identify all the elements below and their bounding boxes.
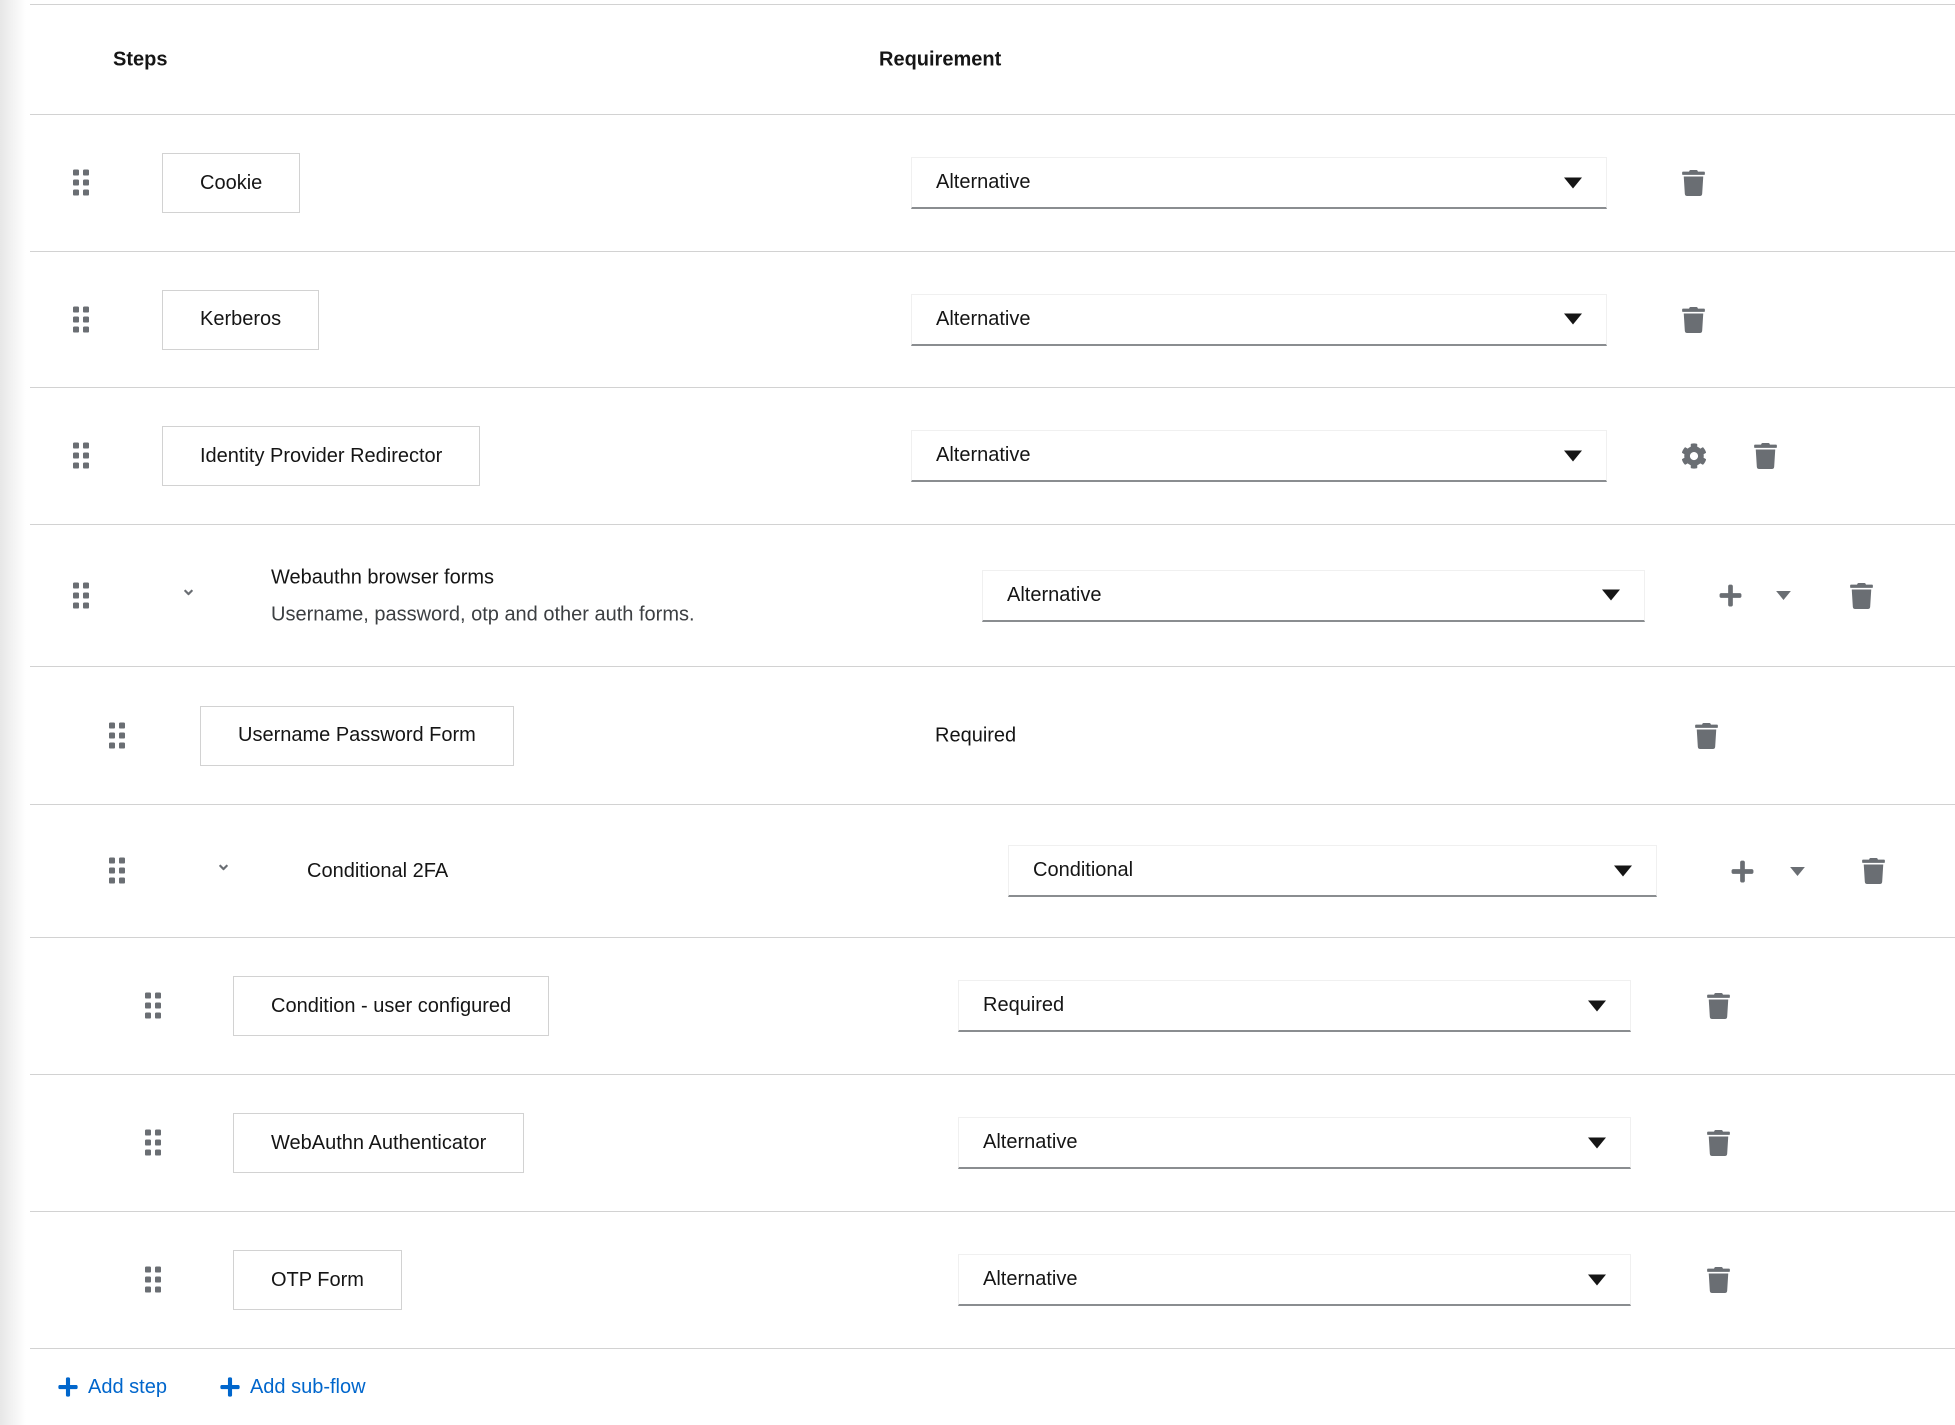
table-header: [30, 5, 1955, 115]
requirement-value: Alternative: [983, 1268, 1078, 1290]
table-footer: [30, 1349, 1955, 1425]
subflow-info: [271, 563, 695, 628]
plus-icon: [1718, 583, 1743, 608]
grip-vertical-icon: [145, 1130, 162, 1157]
subflow-title: Webauthn browser forms: [271, 566, 495, 588]
collapse-subflow-toggle[interactable]: [213, 864, 234, 878]
delete-button[interactable]: [1844, 579, 1878, 613]
trash-icon: [1682, 307, 1705, 333]
column-header-steps: Steps: [113, 48, 168, 70]
row-otp-form: [30, 1212, 1955, 1349]
step-button[interactable]: Identity Provider Redirector: [162, 426, 480, 486]
subflow-description: Username, password, otp and other auth forms.: [271, 603, 695, 625]
trash-icon: [1754, 443, 1777, 469]
requirement-text: Required: [935, 724, 1017, 746]
requirement-select[interactable]: [958, 1117, 1631, 1169]
caret-down-icon: [1614, 865, 1632, 876]
drag-handle[interactable]: [71, 580, 92, 611]
drag-handle[interactable]: [143, 1265, 164, 1296]
add-options-toggle[interactable]: [1780, 854, 1814, 888]
flow-table: [30, 4, 1955, 1425]
drag-handle[interactable]: [143, 1128, 164, 1159]
requirement-value: Conditional: [1033, 859, 1134, 881]
row-kerberos: [30, 252, 1955, 388]
requirement-value: Alternative: [1007, 583, 1102, 606]
grip-vertical-icon: [145, 993, 162, 1020]
trash-icon: [1695, 723, 1718, 749]
subflow-title: Conditional 2FA: [307, 860, 449, 882]
delete-button[interactable]: [1748, 439, 1782, 473]
requirement-select[interactable]: [911, 430, 1607, 482]
delete-button[interactable]: [1701, 989, 1735, 1023]
add-subflow-label: Add sub-flow: [249, 1375, 366, 1398]
requirement-value: Alternative: [936, 171, 1031, 193]
collapse-subflow-toggle[interactable]: [178, 589, 199, 603]
delete-button[interactable]: [1676, 303, 1710, 337]
delete-button[interactable]: [1689, 719, 1723, 753]
row-webauthn-browser-forms: [30, 525, 1955, 667]
caret-down-icon: [1776, 591, 1791, 600]
row-username-password-form: [30, 667, 1955, 805]
trash-icon: [1682, 170, 1705, 196]
caret-down-icon: [1602, 590, 1620, 601]
delete-button[interactable]: [1701, 1126, 1735, 1160]
requirement-select[interactable]: [911, 294, 1607, 346]
requirement-value: Alternative: [983, 1131, 1078, 1153]
add-button[interactable]: [1725, 854, 1759, 888]
trash-icon: [1707, 1267, 1730, 1293]
requirement-value: Alternative: [936, 444, 1031, 466]
trash-icon: [1707, 993, 1730, 1019]
add-step-label: Add step: [88, 1375, 167, 1398]
add-step-link[interactable]: [57, 1376, 167, 1399]
step-button[interactable]: Condition - user configured: [233, 976, 549, 1036]
grip-vertical-icon: [109, 722, 126, 749]
trash-icon: [1707, 1130, 1730, 1156]
requirement-value: Required: [983, 994, 1065, 1016]
step-button[interactable]: Kerberos: [162, 290, 319, 350]
drag-handle[interactable]: [71, 304, 92, 335]
trash-icon: [1850, 583, 1873, 609]
plus-icon: [1730, 859, 1755, 884]
add-subflow-link[interactable]: [219, 1376, 366, 1399]
row-condition-user-configured: [30, 938, 1955, 1075]
grip-vertical-icon: [73, 306, 90, 333]
caret-down-icon: [1588, 1274, 1606, 1285]
grip-vertical-icon: [73, 443, 90, 470]
row-identity-provider-redirector: [30, 388, 1955, 525]
caret-down-icon: [1564, 450, 1582, 461]
caret-down-icon: [1564, 177, 1582, 188]
requirement-select[interactable]: [958, 980, 1631, 1032]
row-conditional-2fa: [30, 805, 1955, 938]
requirement-value: Alternative: [936, 307, 1031, 330]
gear-icon: [1681, 443, 1707, 469]
drag-handle[interactable]: [71, 441, 92, 472]
drag-handle[interactable]: [107, 720, 128, 751]
step-button[interactable]: Username Password Form: [200, 706, 514, 766]
add-options-toggle[interactable]: [1766, 579, 1800, 613]
drag-handle[interactable]: [107, 856, 128, 887]
row-cookie: [30, 115, 1955, 252]
requirement-select[interactable]: [911, 157, 1607, 209]
grip-vertical-icon: [109, 858, 126, 885]
row-webauthn-authenticator: [30, 1075, 1955, 1212]
delete-button[interactable]: [1676, 166, 1710, 200]
add-button[interactable]: [1713, 579, 1747, 613]
chevron-down-icon: [178, 589, 199, 603]
left-edge-shadow: [0, 0, 26, 1425]
caret-down-icon: [1588, 1000, 1606, 1011]
drag-handle[interactable]: [143, 991, 164, 1022]
requirement-select[interactable]: [958, 1254, 1631, 1306]
grip-vertical-icon: [145, 1267, 162, 1294]
plus-icon: [57, 1376, 79, 1398]
settings-button[interactable]: [1677, 439, 1711, 473]
caret-down-icon: [1588, 1137, 1606, 1148]
step-button[interactable]: WebAuthn Authenticator: [233, 1113, 524, 1173]
chevron-down-icon: [213, 864, 234, 878]
requirement-select[interactable]: [982, 570, 1645, 622]
caret-down-icon: [1790, 867, 1805, 876]
plus-icon: [219, 1376, 241, 1398]
delete-button[interactable]: [1701, 1263, 1735, 1297]
grip-vertical-icon: [73, 170, 90, 197]
step-button[interactable]: Cookie: [162, 153, 300, 213]
step-button[interactable]: OTP Form: [233, 1250, 402, 1310]
subflow-info: [307, 857, 448, 885]
grip-vertical-icon: [73, 582, 90, 609]
delete-button[interactable]: [1856, 854, 1890, 888]
caret-down-icon: [1564, 314, 1582, 325]
drag-handle[interactable]: [71, 168, 92, 199]
column-header-requirement: Requirement: [879, 48, 1002, 70]
requirement-select[interactable]: [1008, 845, 1657, 897]
trash-icon: [1862, 858, 1885, 884]
